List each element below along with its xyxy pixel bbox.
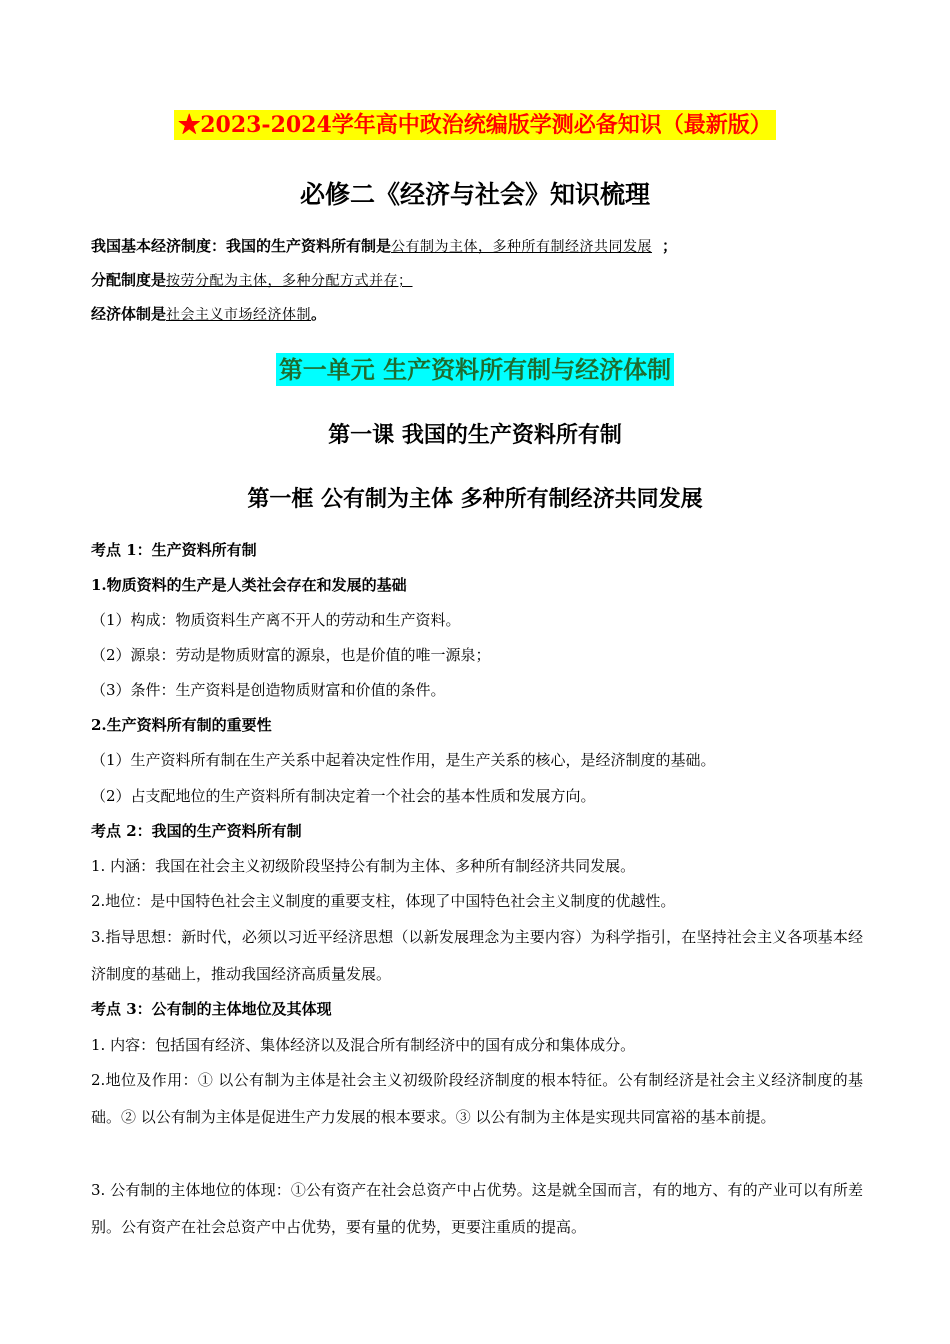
summary-line-2-value: 按劳分配为主体，多种分配方式并存；	[166, 273, 413, 289]
summary-line-1	[91, 236, 861, 257]
summary-line-2	[91, 270, 861, 291]
kp2-p3: 3.指导思想：新时代，必须以习近平经济思想（以新发展理念为主要内容）为科学指引，在坚持社会主义各项基本经济制度的基础上，推动我国经济高质量发展。	[91, 928, 863, 983]
kp3-p2: 2.地位及作用：① 以公有制为主体是社会主义初级阶段经济制度的根本特征。公有制经济是社会主义经济制度的基础。② 以公有制为主体是促进生产力发展的根本要求。③ 以公有制为主体是实现共同富裕的基本前提。	[91, 1071, 863, 1126]
kp1-title: 考点 1：生产资料所有制	[91, 541, 257, 559]
kp2-title: 考点 2：我国的生产资料所有制	[91, 822, 302, 840]
kp1-s1-title: 1.物质资料的生产是人类社会存在和发展的基础	[91, 576, 407, 594]
summary-line-1-label: 我国基本经济制度：我国的生产资料所有制是	[91, 237, 392, 255]
lesson-title: 第一课 我国的生产资料所有制	[328, 422, 622, 448]
kp3-p3: 3. 公有制的主体地位的体现：①公有资产在社会总资产中占优势。这是就全国而言，有的地方、有的产业可以有所差别。公有资产在社会总资产中占优势，要有量的优势，更要注重质的提高。	[91, 1181, 863, 1236]
kp3-title: 考点 3：公有制的主体地位及其体现	[91, 1000, 332, 1018]
summary-line-1-value: 公有制为主体，多种所有制经济共同发展	[391, 239, 653, 255]
kp1-s2-item-2: （2）占支配地位的生产资料所有制决定着一个社会的基本性质和发展方向。	[91, 787, 596, 805]
summary-line-3-value: 社会主义市场经济体制	[166, 307, 312, 323]
kp3-p1: 1. 内容：包括国有经济、集体经济以及混合所有制经济中的国有成分和集体成分。	[91, 1036, 636, 1054]
summary-line-3	[91, 304, 861, 325]
summary-line-3-end: 。	[311, 305, 327, 323]
kp1-s2-title: 2.生产资料所有制的重要性	[91, 716, 272, 734]
kp1-s1-item-1: （1）构成：物质资料生产离不开人的劳动和生产资料。	[91, 611, 461, 629]
kp1-s1-item-2: （2）源泉：劳动是物质财富的源泉，也是价值的唯一源泉；	[91, 646, 491, 664]
summary-line-1-end: ；	[662, 237, 678, 255]
kp1-s2-item-1: （1）生产资料所有制在生产关系中起着决定性作用，是生产关系的核心，是经济制度的基础。	[91, 751, 716, 769]
unit-title-row	[0, 350, 950, 385]
kp2-p2: 2.地位：是中国特色社会主义制度的重要支柱，体现了中国特色社会主义制度的优越性。	[91, 892, 676, 910]
summary-line-2-label: 分配制度是	[91, 271, 167, 289]
frame-title: 第一框 公有制为主体 多种所有制经济共同发展	[247, 486, 703, 512]
summary-line-3-label: 经济体制是	[91, 305, 167, 323]
unit-title: 第一单元 生产资料所有制与经济体制	[276, 353, 674, 386]
doc-title: ★2023-2024学年高中政治统编版学测必备知识（最新版）	[174, 110, 776, 140]
kp2-p1: 1. 内涵：我国在社会主义初级阶段坚持公有制为主体、多种所有制经济共同发展。	[91, 857, 636, 875]
book-title: 必修二《经济与社会》知识梳理	[299, 180, 650, 209]
doc-title-row	[0, 108, 950, 139]
kp1-s1-item-3: （3）条件：生产资料是创造物质财富和价值的条件。	[91, 681, 446, 699]
